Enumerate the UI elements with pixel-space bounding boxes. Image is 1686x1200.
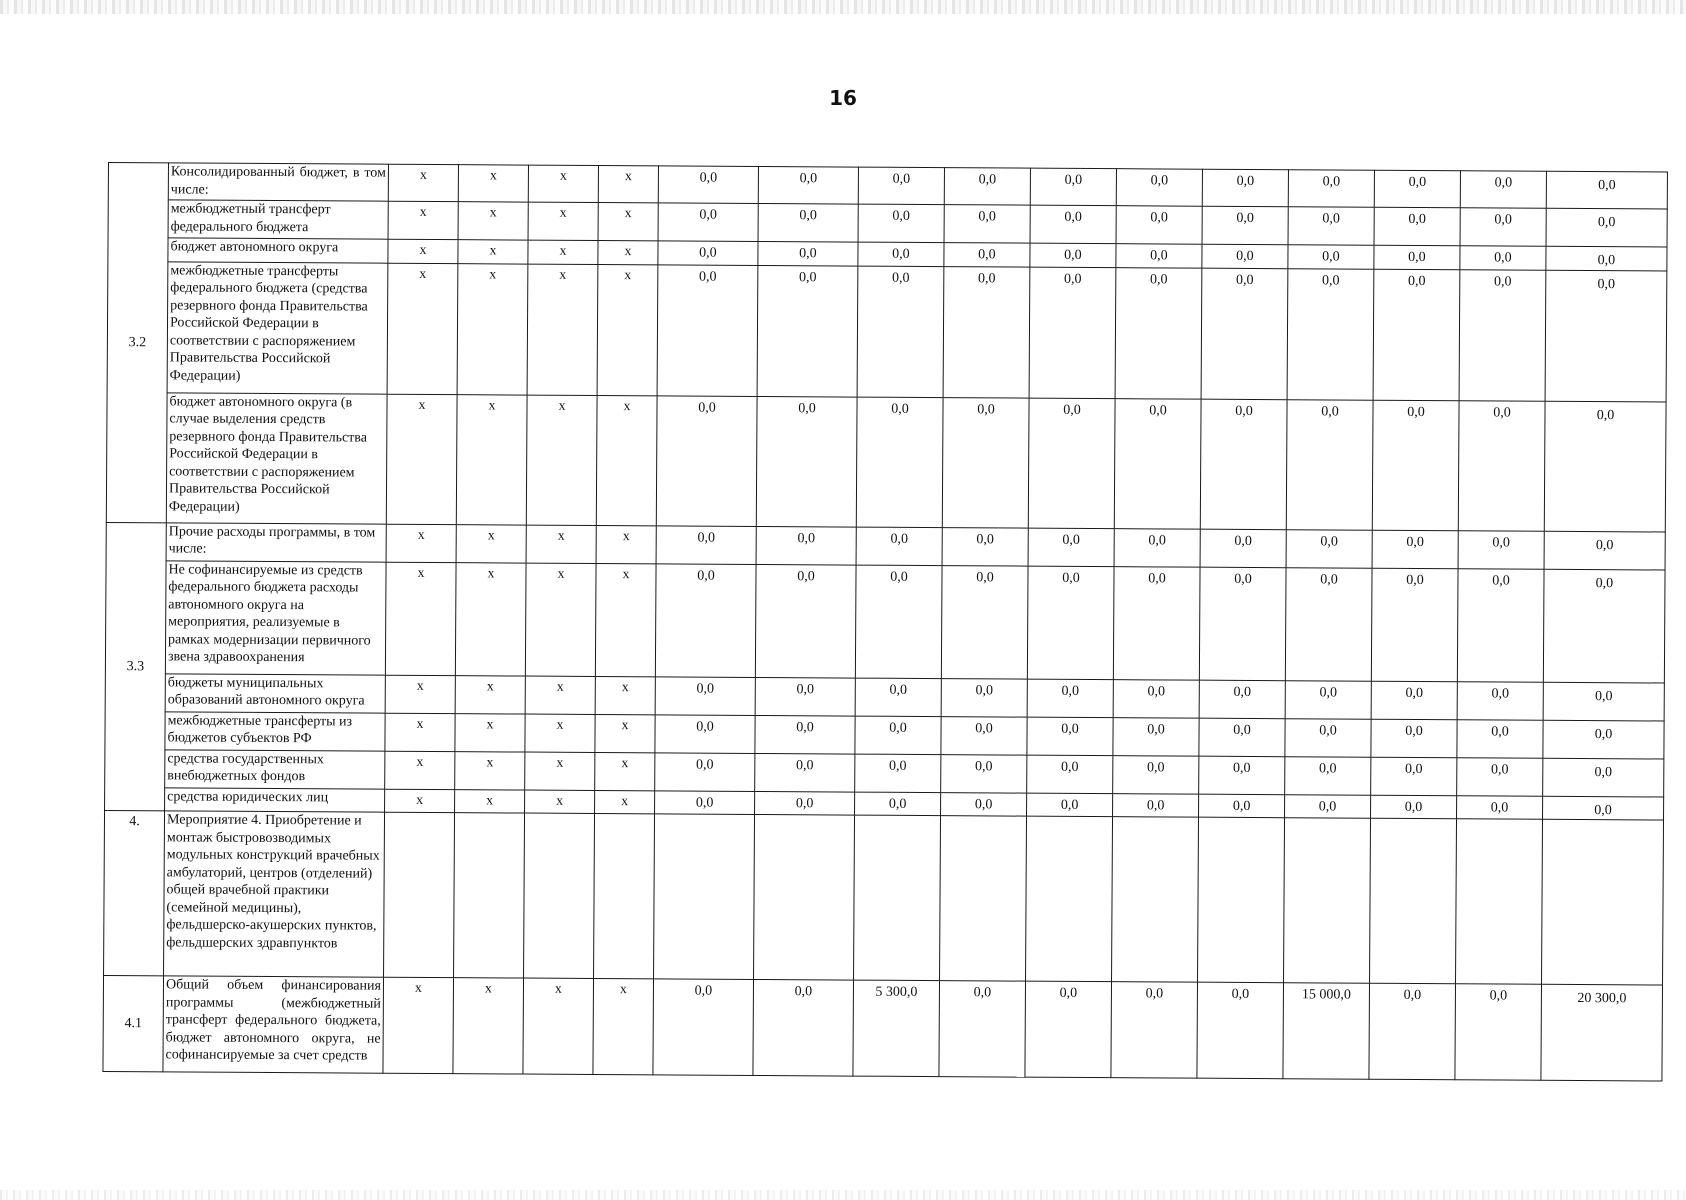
- value-cell: 0,0: [941, 754, 1027, 793]
- value-cell: 0,0: [756, 396, 857, 527]
- value-cell: 0,0: [1029, 267, 1116, 399]
- value-cell: 0,0: [1374, 207, 1460, 246]
- value-cell: 15 000,0: [1283, 983, 1370, 1080]
- value-cell: 0,0: [1460, 246, 1546, 270]
- total-value-cell: 0,0: [1546, 246, 1667, 270]
- description-cell: Консолидированный бюджет, в том числе:: [168, 163, 388, 201]
- table-row: [103, 975, 1663, 1081]
- value-cell: 0,0: [1374, 245, 1460, 269]
- value-cell: 0,0: [1457, 719, 1543, 758]
- value-cell: 0,0: [755, 564, 856, 678]
- value-cell: 0,0: [858, 167, 944, 205]
- value-cell: 0,0: [855, 678, 941, 717]
- marker-cell: x: [385, 789, 455, 813]
- marker-cell: x: [455, 751, 525, 789]
- marker-cell: x: [523, 978, 594, 1074]
- value-cell: 0,0: [1113, 717, 1199, 756]
- row-number-cell: 4.: [104, 810, 165, 975]
- value-cell: 0,0: [1374, 170, 1460, 208]
- value-cell: 0,0: [1027, 679, 1113, 718]
- value-cell: 0,0: [1199, 718, 1285, 757]
- value-cell: 0,0: [1111, 982, 1198, 1079]
- marker-cell: x: [595, 752, 655, 790]
- value-cell: 0,0: [943, 266, 1030, 398]
- value-cell: 0,0: [1285, 794, 1371, 818]
- total-value-cell: 0,0: [1543, 682, 1664, 721]
- value-cell: [754, 814, 855, 980]
- marker-cell: x: [596, 395, 657, 525]
- marker-cell: x: [525, 790, 595, 814]
- marker-cell: x: [526, 525, 596, 563]
- description-cell: средства юридических лиц: [165, 787, 385, 812]
- marker-cell: x: [525, 676, 595, 714]
- marker-cell: x: [595, 563, 656, 676]
- value-cell: 0,0: [753, 979, 854, 1076]
- value-cell: 0,0: [1288, 170, 1374, 208]
- marker-cell: x: [458, 165, 528, 202]
- value-cell: 0,0: [1285, 567, 1372, 681]
- marker-cell: [384, 812, 455, 977]
- value-cell: [1370, 818, 1457, 984]
- value-cell: 0,0: [1202, 169, 1288, 207]
- value-cell: 0,0: [942, 397, 1029, 528]
- marker-cell: x: [388, 201, 458, 239]
- value-cell: 0,0: [1202, 206, 1288, 245]
- value-cell: 0,0: [855, 754, 941, 793]
- value-cell: 0,0: [758, 166, 858, 204]
- marker-cell: x: [458, 240, 528, 264]
- value-cell: 0,0: [1200, 399, 1287, 530]
- value-cell: 0,0: [756, 526, 856, 565]
- value-cell: 0,0: [1027, 566, 1114, 680]
- marker-cell: x: [526, 395, 597, 525]
- marker-cell: x: [385, 562, 456, 675]
- marker-cell: x: [453, 978, 524, 1074]
- value-cell: 0,0: [1285, 718, 1371, 757]
- value-cell: 0,0: [942, 527, 1028, 566]
- value-cell: 0,0: [755, 791, 855, 815]
- value-cell: 0,0: [1030, 205, 1116, 244]
- value-cell: 0,0: [658, 203, 758, 242]
- marker-cell: x: [385, 751, 455, 789]
- value-cell: 0,0: [858, 242, 944, 266]
- value-cell: 0,0: [944, 168, 1030, 206]
- value-cell: 0,0: [1113, 755, 1199, 794]
- value-cell: 0,0: [1286, 529, 1372, 568]
- value-cell: 0,0: [1373, 269, 1460, 401]
- description-cell: межбюджетный трансферт федерального бюджета: [168, 200, 388, 239]
- value-cell: 0,0: [1288, 207, 1374, 246]
- value-cell: 0,0: [655, 790, 755, 814]
- value-cell: 0,0: [1116, 206, 1202, 245]
- marker-cell: x: [383, 977, 454, 1073]
- value-cell: [854, 815, 941, 981]
- value-cell: 0,0: [656, 395, 757, 526]
- marker-cell: x: [457, 263, 528, 394]
- value-cell: 0,0: [1457, 681, 1543, 720]
- value-cell: 0,0: [1287, 268, 1374, 400]
- value-cell: 0,0: [944, 243, 1030, 267]
- value-cell: 0,0: [656, 525, 756, 564]
- value-cell: 0,0: [1458, 530, 1544, 569]
- value-cell: 0,0: [941, 792, 1027, 816]
- value-cell: 0,0: [1202, 244, 1288, 268]
- value-cell: 0,0: [655, 563, 756, 677]
- marker-cell: x: [387, 263, 458, 394]
- marker-cell: x: [455, 789, 525, 813]
- value-cell: 0,0: [855, 565, 942, 679]
- value-cell: 0,0: [1285, 680, 1371, 719]
- marker-cell: x: [596, 525, 656, 563]
- marker-cell: x: [525, 752, 595, 790]
- value-cell: 0,0: [856, 527, 942, 566]
- total-value-cell: 0,0: [1544, 531, 1665, 570]
- marker-cell: x: [595, 790, 655, 814]
- description-cell: Общий объем финансирования программы (межбюджетный трансферт федерального бюджета, бюджет автономного округа, не софинансируемые за счет средств: [163, 976, 384, 1073]
- marker-cell: x: [595, 676, 655, 714]
- value-cell: 0,0: [944, 205, 1030, 244]
- description-cell: Мероприятие 4. Приобретение и монтаж быстровозводимых модульных конструкций врачебных амбулаторий, центров (отделений) общей врачебной практики (семейной медицины), фельдшерско-акушерских пунктов, фельдшерских здравпунктов: [164, 811, 385, 977]
- value-cell: 0,0: [1199, 756, 1285, 795]
- marker-cell: x: [388, 164, 458, 201]
- value-cell: 0,0: [755, 715, 855, 754]
- marker-cell: x: [528, 240, 598, 264]
- value-cell: 0,0: [758, 203, 858, 242]
- row-number-cell: 3.2: [106, 163, 168, 523]
- row-number-cell: 4.1: [103, 975, 164, 1071]
- marker-cell: [454, 813, 525, 978]
- value-cell: 0,0: [1115, 267, 1202, 399]
- value-cell: [1198, 817, 1285, 983]
- total-value-cell: 0,0: [1543, 720, 1664, 759]
- total-value-cell: 0,0: [1543, 758, 1664, 797]
- value-cell: 0,0: [1113, 566, 1200, 680]
- value-cell: 0,0: [653, 979, 754, 1076]
- value-cell: [940, 816, 1027, 982]
- value-cell: 5 300,0: [853, 980, 940, 1077]
- value-cell: 0,0: [1371, 681, 1457, 720]
- value-cell: 0,0: [1199, 567, 1286, 681]
- marker-cell: x: [386, 394, 457, 524]
- value-cell: 0,0: [941, 565, 1028, 679]
- value-cell: 0,0: [1457, 757, 1543, 796]
- value-cell: 0,0: [1030, 243, 1116, 267]
- value-cell: 0,0: [1458, 400, 1545, 531]
- marker-cell: x: [455, 562, 526, 675]
- value-cell: 0,0: [1030, 168, 1116, 206]
- value-cell: 0,0: [1372, 530, 1458, 569]
- marker-cell: x: [528, 202, 598, 240]
- marker-cell: x: [525, 714, 595, 752]
- value-cell: 0,0: [1027, 717, 1113, 756]
- total-value-cell: 0,0: [1543, 569, 1665, 683]
- value-cell: 0,0: [941, 716, 1027, 755]
- value-cell: 0,0: [1371, 568, 1458, 682]
- value-cell: 0,0: [1285, 756, 1371, 795]
- value-cell: 0,0: [1199, 680, 1285, 719]
- value-cell: 0,0: [855, 792, 941, 816]
- value-cell: 0,0: [1028, 398, 1115, 529]
- total-value-cell: 0,0: [1546, 171, 1667, 209]
- marker-cell: x: [386, 524, 456, 562]
- marker-cell: x: [455, 713, 525, 751]
- marker-cell: x: [385, 713, 455, 751]
- value-cell: 0,0: [1371, 757, 1457, 796]
- value-cell: 0,0: [658, 241, 758, 265]
- value-cell: 0,0: [1460, 208, 1546, 247]
- total-value-cell: 0,0: [1543, 796, 1664, 820]
- marker-cell: [524, 813, 595, 978]
- value-cell: 0,0: [939, 981, 1026, 1078]
- value-cell: 0,0: [855, 716, 941, 755]
- marker-cell: x: [528, 165, 598, 202]
- value-cell: 0,0: [1286, 399, 1373, 530]
- value-cell: 0,0: [1372, 400, 1459, 531]
- value-cell: 0,0: [655, 676, 755, 715]
- value-cell: 0,0: [1457, 795, 1543, 819]
- value-cell: 0,0: [1199, 794, 1285, 818]
- value-cell: 0,0: [1200, 529, 1286, 568]
- value-cell: 0,0: [1027, 755, 1113, 794]
- marker-cell: x: [598, 202, 658, 240]
- description-cell: Прочие расходы программы, в том числе:: [166, 522, 386, 561]
- table-row: [104, 810, 1664, 985]
- value-cell: 0,0: [1197, 982, 1284, 1079]
- value-cell: 0,0: [1114, 398, 1201, 529]
- value-cell: 0,0: [1028, 528, 1114, 567]
- value-cell: 0,0: [1459, 269, 1546, 401]
- value-cell: 0,0: [1027, 793, 1113, 817]
- marker-cell: x: [456, 524, 526, 562]
- marker-cell: x: [527, 264, 598, 395]
- value-cell: 0,0: [1114, 528, 1200, 567]
- marker-cell: x: [456, 394, 527, 524]
- marker-cell: x: [455, 675, 525, 713]
- total-value-cell: 0,0: [1546, 208, 1667, 247]
- value-cell: 0,0: [1371, 795, 1457, 819]
- value-cell: [1456, 819, 1543, 985]
- total-value-cell: 0,0: [1545, 270, 1667, 402]
- marker-cell: x: [597, 264, 658, 395]
- value-cell: [1112, 817, 1199, 983]
- value-cell: 0,0: [755, 753, 855, 792]
- value-cell: 0,0: [1371, 719, 1457, 758]
- value-cell: 0,0: [1113, 679, 1199, 718]
- value-cell: 0,0: [1113, 793, 1199, 817]
- table-row: [105, 560, 1665, 683]
- table-row: [107, 261, 1667, 402]
- value-cell: 0,0: [658, 166, 758, 204]
- value-cell: 0,0: [657, 264, 758, 396]
- value-cell: 0,0: [1455, 984, 1542, 1081]
- marker-cell: x: [525, 563, 596, 676]
- marker-cell: x: [458, 202, 528, 240]
- value-cell: 0,0: [1116, 169, 1202, 207]
- marker-cell: [594, 813, 655, 978]
- description-cell: бюджет автономного округа: [168, 238, 388, 263]
- total-value-cell: [1542, 819, 1664, 985]
- marker-cell: x: [595, 714, 655, 752]
- value-cell: 0,0: [1460, 171, 1546, 209]
- value-cell: 0,0: [858, 204, 944, 243]
- total-value-cell: 20 300,0: [1541, 984, 1663, 1081]
- marker-cell: x: [593, 978, 654, 1074]
- value-cell: [1284, 818, 1371, 984]
- value-cell: 0,0: [1025, 981, 1112, 1078]
- value-cell: 0,0: [1369, 983, 1456, 1080]
- value-cell: 0,0: [1457, 568, 1544, 682]
- description-cell: средства государственных внебюджетных фондов: [165, 749, 385, 788]
- value-cell: 0,0: [1201, 268, 1288, 400]
- value-cell: 0,0: [655, 752, 755, 791]
- description-cell: межбюджетные трансферты федерального бюджета (средства резервного фонда Правительства Российской Федерации в соответствии с распоряжением Правительства Российской Федерации): [167, 261, 388, 393]
- marker-cell: x: [598, 165, 658, 202]
- description-cell: бюджет автономного округа (в случае выделения средств резервного фонда Правительства Российской Федерации в соответствии с распоряжением Правительства Российской Федерации): [166, 392, 387, 523]
- value-cell: 0,0: [1288, 245, 1374, 269]
- financing-table: [102, 162, 1668, 1082]
- description-cell: бюджеты муниципальных образований автономного округа: [165, 673, 385, 712]
- value-cell: 0,0: [755, 677, 855, 716]
- value-cell: [654, 814, 755, 980]
- description-cell: межбюджетные трансферты из бюджетов субъектов РФ: [165, 711, 385, 750]
- marker-cell: x: [598, 240, 658, 264]
- value-cell: 0,0: [941, 678, 1027, 717]
- value-cell: [1026, 816, 1113, 982]
- value-cell: 0,0: [857, 266, 944, 398]
- page-number: 16: [829, 86, 857, 110]
- scan-noise-bottom: [0, 1190, 1686, 1200]
- value-cell: 0,0: [1116, 244, 1202, 268]
- value-cell: 0,0: [757, 265, 858, 397]
- description-cell: Не софинансируемые из средств федерального бюджета расходы автономного округа на мероприятия, реализуемые в рамках модернизации первичного звена здравоохранения: [165, 560, 386, 674]
- scan-noise-top: [0, 0, 1686, 14]
- marker-cell: x: [385, 675, 455, 713]
- table-row: [106, 392, 1666, 532]
- total-value-cell: 0,0: [1544, 401, 1666, 532]
- table-body: [103, 163, 1668, 1082]
- value-cell: 0,0: [655, 714, 755, 753]
- row-number-cell: 3.3: [105, 522, 167, 811]
- marker-cell: x: [388, 239, 458, 263]
- value-cell: 0,0: [758, 241, 858, 265]
- value-cell: 0,0: [856, 397, 943, 528]
